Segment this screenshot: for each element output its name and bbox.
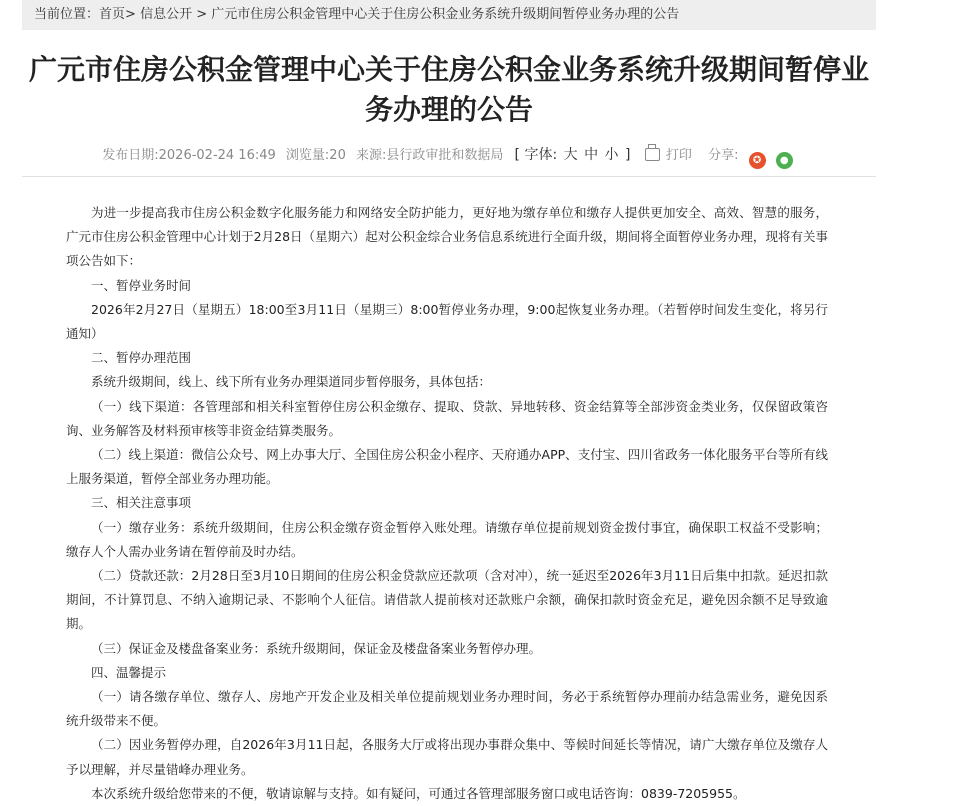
view-count: 浏览量:20: [285, 148, 346, 163]
breadcrumb-home-link[interactable]: 首页: [99, 7, 126, 22]
printer-icon: [645, 148, 660, 161]
breadcrumb-section-link[interactable]: 信息公开: [140, 7, 193, 22]
breadcrumb-prefix: 当前位置：: [34, 7, 100, 22]
weibo-icon[interactable]: ✪: [749, 152, 766, 169]
paragraph: （三）保证金及楼盘备案业务：系统升级期间，保证金及楼盘备案业务暂停办理。: [91, 640, 542, 656]
font-size-close: ]: [624, 147, 631, 163]
font-size-medium-button[interactable]: 中: [584, 147, 599, 163]
print-label: 打印: [665, 148, 692, 163]
article-source: 来源:县行政审批和数据局: [356, 148, 504, 163]
article-content: [66, 201, 828, 806]
article-meta: [22, 144, 876, 169]
section-heading: 三、相关注意事项: [91, 495, 192, 511]
paragraph: 2026年2月27日（星期五）18:00至3月11日（星期三）8:00暂停业务办理，9:00起恢复业务办理。（若暂停时间发生变化，将另行通知）: [66, 301, 828, 342]
font-size-label: [ 字体:: [514, 147, 558, 163]
breadcrumb-separator: >: [125, 7, 141, 22]
paragraph: （二）因业务暂停办理，自2026年3月11日起，各服务大厅或将出现办事群众集中、等候时间延长等情况，请广大缴存单位及缴存人予以理解，并尽量错峰办理业务。: [66, 737, 828, 777]
font-size-large-button[interactable]: 大: [563, 147, 578, 163]
share-area: [705, 148, 796, 166]
paragraph: （二）贷款还款：2月28日至3月10日期间的住房公积金贷款应还款项（含对冲），统一延迟至2026年3月11日后集中扣款。延迟扣款期间，不计算罚息、不纳入逾期记录、不影响个人征信。请借款人提前核对还款账户余额，确保扣款时资金充足，避免因余额不足导致逾期。: [66, 568, 828, 632]
paragraph: （一）请各缴存单位、缴存人、房地产开发企业及相关单位提前规划业务办理时间，务必于系统暂停办理前办结急需业务，避免因系统升级带来不便。: [66, 689, 828, 729]
font-size-small-button[interactable]: 小: [604, 147, 619, 163]
section-heading: 二、暂停办理范围: [91, 350, 192, 366]
paragraph: 系统升级期间，线上、线下所有业务办理渠道同步暂停服务，具体包括：: [91, 374, 492, 390]
publish-date: 发布日期:2026-02-24 16:49: [102, 148, 276, 163]
share-label: 分享:: [708, 148, 739, 163]
breadcrumb: [22, 0, 876, 30]
font-size-control: [514, 147, 636, 163]
page-title: 广元市住房公积金管理中心关于住房公积金业务系统升级期间暂停业务办理的公告: [28, 53, 869, 126]
section-heading: 一、暂停业务时间: [91, 277, 192, 293]
breadcrumb-current: 广元市住房公积金管理中心关于住房公积金业务系统升级期间暂停业务办理的公告: [211, 7, 680, 22]
divider: [22, 176, 876, 177]
wechat-icon[interactable]: ●: [776, 152, 793, 169]
paragraph: （一）缴存业务：系统升级期间，住房公积金缴存资金暂停入账处理。请缴存单位提前规划资金拨付事宜，确保职工权益不受影响；缴存人个人需办业务请在暂停前及时办结。: [66, 519, 828, 559]
paragraph: （二）线上渠道：微信公众号、网上办事大厅、全国住房公积金小程序、天府通办APP、支付宝、四川省政务一体化服务平台等所有线上服务渠道，暂停全部业务办理功能。: [66, 447, 828, 487]
paragraph: 本次系统升级给您带来的不便，敬请谅解与支持。如有疑问，可通过各管理部服务窗口或电话咨询：0839-7205955。: [91, 785, 746, 801]
section-heading: 四、温馨提示: [91, 664, 167, 680]
paragraph: （一）线下渠道：各管理部和相关科室暂停住房公积金缴存、提取、贷款、异地转移、资金结算等全部涉资金类业务，仅保留政策咨询、业务解答及材料预审核等非资金结算类服务。: [66, 398, 828, 438]
paragraph: 为进一步提高我市住房公积金数字化服务能力和网络安全防护能力，更好地为缴存单位和缴存人提供更加安全、高效、智慧的服务，广元市住房公积金管理中心计划于2月28日（星期六）起对公积金综合业务信息系统进行全面升级，期间将全面暂停业务办理，现将有关事项公告如下：: [66, 205, 828, 269]
breadcrumb-separator: >: [192, 7, 212, 22]
print-button[interactable]: [642, 148, 699, 163]
